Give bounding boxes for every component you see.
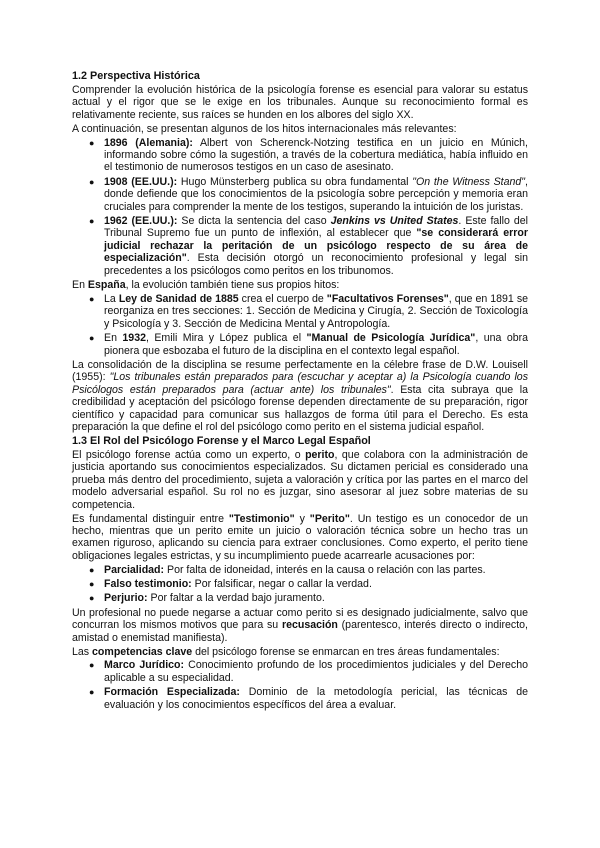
milestone-text: Se dicta la sentencia del caso (177, 215, 331, 228)
history-intro-paragraph: Comprender la evolución histórica de la psicología forense es esencial para valorar su estatus actual y el rigor que se le exige en los tribunales. Aunque su reconocimiento formal es relativamente reciente, sus raíces se hunden en los albores del siglo XX. (72, 84, 528, 121)
text-run: , que en 1891 se reorganiza en tres secciones: 1. Sección de Medicina y Cirugía, 2. Sección de Toxicología y Psicología y 3. Sección de Medicina Mental y Antropología. (104, 293, 529, 330)
milestone-text: . Esta decisión otorgó un reconocimiento profesional y legal sin precedentes a los psicólogos como peritos en los tribunomos. (104, 252, 528, 277)
year: 1932 (122, 332, 146, 345)
text-run: (parentesco, interés directo o indirecto, amistad o enemistad manifiesta). (72, 619, 529, 644)
charge-name: Parcialidad: (104, 563, 165, 576)
milestone-year: 1962 (EE.UU.): (104, 215, 178, 228)
charges-list (72, 564, 528, 605)
hitos-intro-paragraph: A continuación, se presentan algunos de los hitos internacionales más relevantes: (72, 122, 457, 135)
list-item (89, 686, 528, 711)
text-run: . Esta cita subraya que la credibilidad y aceptación del psicólogo forense dependen directamente de su preparación, rigor científico y capacidad para comunicar sus hallazgos de forma útil para el Derecho. Es esta preparación la que define el rol del psicólogo como perito en el sistema judicial español. (72, 383, 529, 434)
book-title: "On the Witness Stand" (412, 175, 526, 188)
competencias-term: competencias clave (92, 645, 193, 658)
document-page (72, 70, 528, 713)
list-item (89, 175, 528, 213)
list-item (89, 578, 528, 591)
case-name: Jenkins vs United States (330, 215, 459, 228)
competency-text: Dominio de la metodología pericial, las técnicas de evaluación y los conocimientos específicos del área a evaluar. (104, 686, 528, 711)
text-run: crea el cuerpo de (238, 293, 327, 305)
charge-text: Por falta de idoneidad, interés en la causa o relación con las partes. (164, 563, 486, 576)
book-title: "Manual de Psicología Jurídica" (306, 332, 476, 345)
charge-text: Por faltar a la verdad bajo juramento. (147, 592, 325, 605)
corps-name: "Facultativos Forenses" (326, 293, 449, 305)
bullet-icon: ● (89, 333, 95, 344)
bullet-icon: ● (89, 660, 95, 671)
list-item (89, 215, 528, 277)
testimonio-term: "Testimonio" (228, 512, 295, 525)
recusation-paragraph (72, 607, 528, 644)
milestone-year: 1908 (EE.UU.): (104, 175, 178, 188)
text-run: La consolidación de la disciplina se resume perfectamente en la célebre frase de D.W. Louisell (1955): (72, 359, 528, 384)
charge-text: Por falsificar, negar o callar la verdad. (191, 578, 372, 591)
milestone-text: Albert von Scherenck-Notzing testifica en un juicio en Múnich, informando sobre cómo la sugestión, a través de la cobertura mediática, había influido en el testimonio de numerosos testigos en un caso de asesinato. (104, 136, 528, 174)
bullet-icon: ● (89, 579, 95, 590)
distinction-paragraph (72, 513, 528, 563)
ruling-quote: "se considerará error judicial rechazar la peritación de un psicólogo respecto de su área de especialización" (104, 227, 528, 265)
text-run: Un profesional no puede negarse a actuar como perito si es designado judicialmente, salvo que concurran los mismos motivos que para su (72, 606, 528, 632)
bullet-icon: ● (89, 593, 95, 604)
bullet-icon: ● (89, 137, 95, 148)
competencies-intro-paragraph (72, 646, 528, 658)
charge-name: Falso testimonio: (104, 578, 192, 591)
spain-milestones-list (72, 293, 528, 357)
milestone-text: , donde defiende que los conocimientos de la psicología sobre percepción y memoria eran cruciales para comprender la mente de los testigos, superando la intuición de los juristas. (104, 175, 528, 213)
text-run: , una obra pionera que esbozaba el futuro de la disciplina en el contexto legal español. (104, 332, 529, 357)
perito-term: "Perito" (309, 512, 350, 525)
role-paragraph (72, 449, 528, 511)
text-run: Es fundamental distinguir entre (72, 512, 229, 525)
milestone-text: . Este fallo del Tribunal Supremo fue un punto de inflexión, al establecer que (104, 215, 528, 240)
consolidation-paragraph (72, 359, 528, 433)
competency-text: Conocimiento profundo de los procedimientos judiciales y del Derecho aplicable a su especialidad. (104, 659, 528, 684)
text-run: , que colabora con la administración de justicia aportando sus conocimientos especializados. Su dictamen pericial es considerado una prueba más dentro del procedimiento, sujeta a valoración y crítica por las partes en el marco del modelo adversarial español. Su rol no es juzgar, sino asesorar al juez sobre materias de su competencia. (72, 448, 528, 511)
text-run: Las (72, 645, 93, 658)
list-item (89, 563, 528, 576)
list-item (89, 332, 529, 357)
list-item (89, 659, 528, 684)
competencies-list (72, 659, 528, 711)
competency-name: Formación Especializada: (104, 686, 240, 699)
list-item (89, 136, 528, 174)
international-milestones-list (72, 137, 528, 277)
recusacion-term: recusación (281, 619, 338, 632)
perito-term: perito (305, 448, 335, 461)
list-item (89, 592, 528, 605)
spain-intro-paragraph (72, 279, 528, 291)
text-run: del psicólogo forense se enmarcan en tres áreas fundamentales: (192, 645, 500, 658)
list-item (89, 293, 529, 330)
text-run: El psicólogo forense actúa como un experto, o (72, 448, 306, 461)
bullet-icon: ● (89, 294, 95, 304)
law-name: Ley de Sanidad de 1885 (118, 293, 239, 305)
milestone-text: Hugo Münsterberg publica su obra fundamental (177, 175, 413, 188)
bullet-icon: ● (89, 216, 95, 227)
bullet-icon: ● (89, 564, 95, 575)
bullet-icon: ● (89, 176, 95, 187)
text-run: La (104, 293, 119, 305)
text-run: , Emili Mira y López publica el (145, 332, 307, 345)
charge-name: Perjurio: (104, 592, 148, 605)
text-run: En (104, 332, 123, 345)
spain-label: España (87, 279, 126, 292)
text-run: . Un testigo es un conocedor de un hecho, mientras que un perito emite un juicio o valoración técnica sobre un hecho tras un examen riguroso, aplicando su ciencia para extraer conclusiones. Como experto, el perito tiene obligaciones legales estrictas, y su incumplimiento puede acarrearle acusaciones por: (72, 512, 529, 562)
louisell-quote: "Los tribunales están preparados para (escuchar y aceptar a) la Psicología cuando los Psicólogos están preparados para (actuar ante) los tribunales" (72, 371, 528, 396)
text-run: , la evolución también tiene sus propios hitos: (125, 279, 340, 292)
competency-name: Marco Jurídico: (104, 659, 185, 672)
text-run: En (72, 279, 88, 292)
section-1-2-title: 1.2 Perspectiva Histórica (72, 70, 200, 82)
section-1-3-title: 1.3 El Rol del Psicólogo Forense y el Marco Legal Español (72, 434, 371, 447)
bullet-icon: ● (89, 687, 95, 698)
milestone-year: 1896 (Alemania): (104, 136, 193, 149)
text-run: y (294, 512, 310, 525)
